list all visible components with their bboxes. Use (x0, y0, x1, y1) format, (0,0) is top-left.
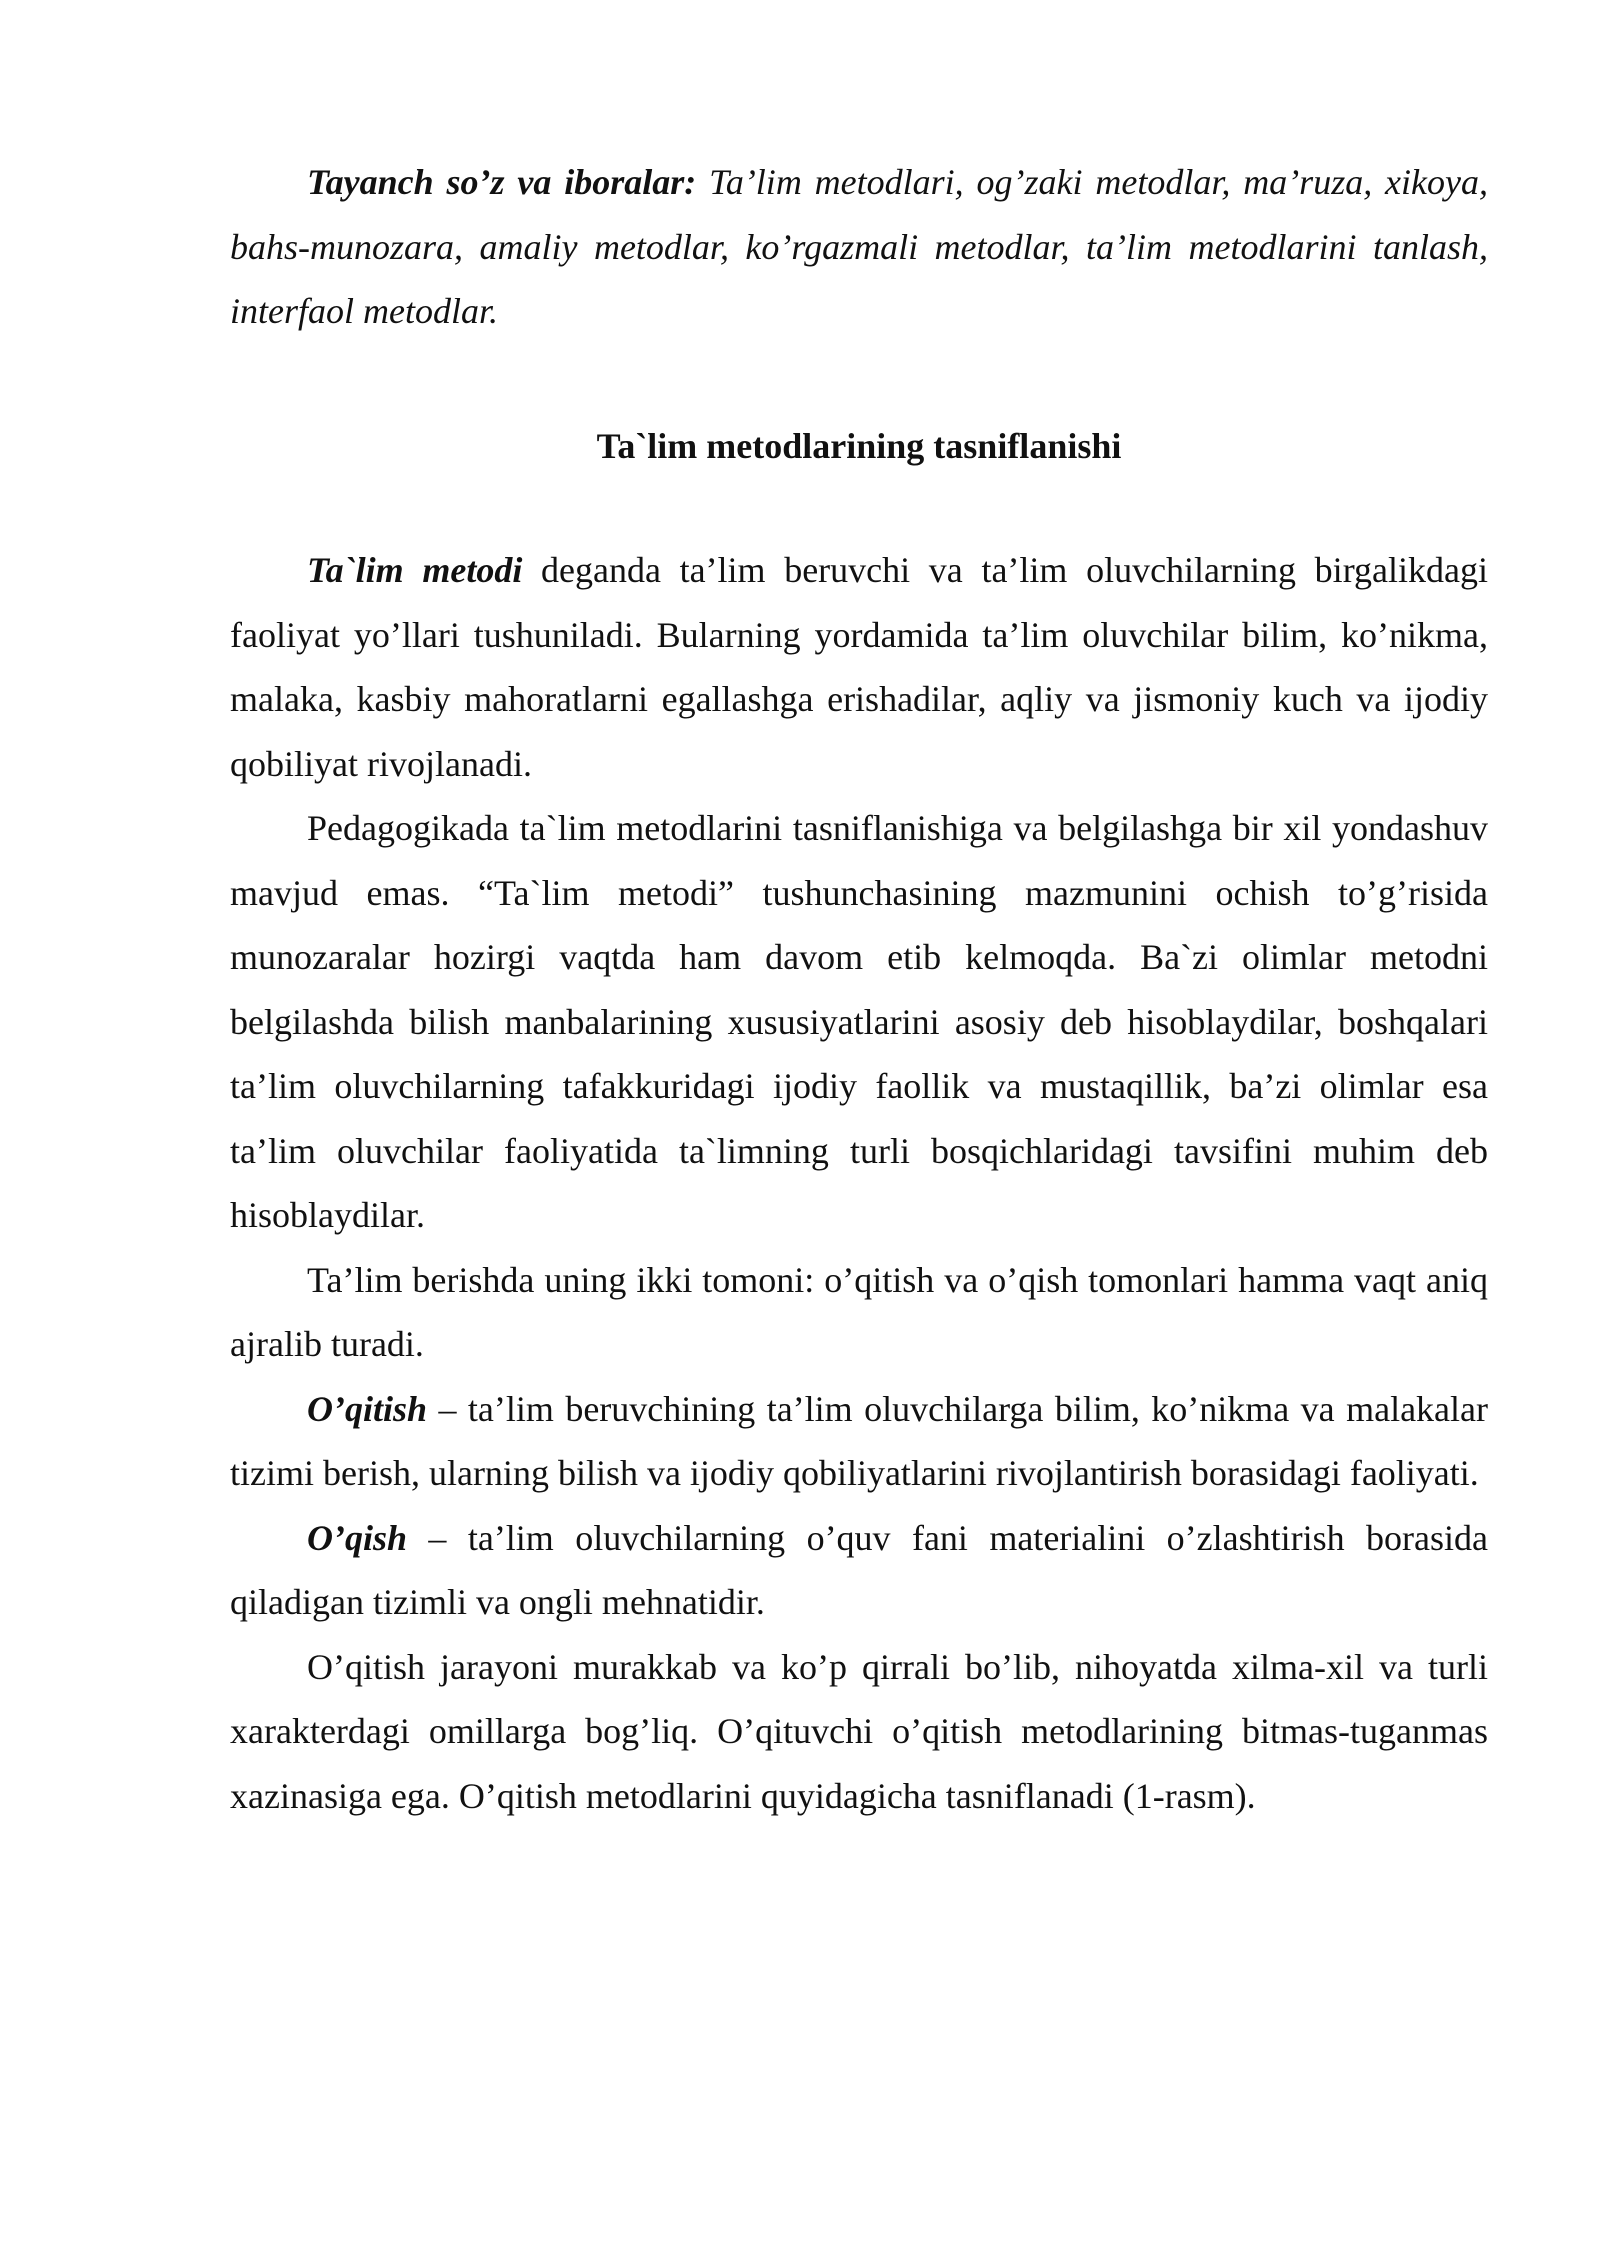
term-talim-metodi: Ta`lim metodi (307, 550, 523, 590)
section-heading: Ta`lim metodlarining tasniflanishi (596, 425, 1122, 466)
paragraph-definition-method (230, 538, 1488, 796)
paragraph-definition-learning (230, 1506, 1488, 1635)
paragraph-definition-teaching (230, 1377, 1488, 1506)
paragraph-classification: Pedagogikada ta`lim metodlarini tasniflanishiga va belgilashga bir xil yondashuv mavjud emas. “Ta`lim metodi” tushunchasining mazmunini ochish to’g’risida munozaralar hozirgi vaqtda ham davom etib kelmoqda. Ba`zi olimlar metodni belgilashda bilish manbalarining xususiyatlarini asosiy deb hisoblaydilar, boshqalari ta’lim oluvchilarning tafakkuridagi ijodiy faollik va mustaqillik, ba’zi olimlar esa ta’lim oluvchilar faoliyatida ta`limning turli bosqichlaridagi tavsifini muhim deb hisoblaydilar. (230, 808, 1488, 1235)
term-oqitish: O’qitish (307, 1388, 428, 1429)
keywords-text: Ta’lim metodlari, og’zaki metodlar, ma’ruza, xikoya, bahs-munozara, amaliy metodlar, ko’rgazmali metodlar, ta’lim metodlarini tanlash, interfaol metodlar. (230, 162, 1488, 331)
spacer (230, 478, 1488, 538)
document-page (230, 150, 1488, 1828)
term-oqish: O’qish (307, 1517, 408, 1558)
paragraph-two-sides: Ta’lim berishda uning ikki tomoni: o’qitish va o’qish tomonlari hamma vaqt aniq ajralib turadi. (230, 1259, 1488, 1364)
paragraph-teaching-process: O’qitish jarayoni murakkab va ko’p qirrali bo’lib, nihoyatda xilma-xil va turli xarakterdagi omillarga bog’liq. O’qituvchi o’qitish metodlarining bitmas-tuganmas xazinasiga ega. O’qitish metodlarini quyidagicha tasniflanadi (1-rasm). (230, 1646, 1488, 1816)
spacer (230, 344, 1488, 414)
paragraph-text: deganda ta’lim beruvchi va ta’lim oluvchilarning birgalikdagi faoliyat yo’llari tushuniladi. Bularning yordamida ta’lim oluvchilar bilim, ko’nikma, malaka, kasbiy mahoratlarni egallashga erishadilar, aqliy va jismoniy kuch va ijodiy qobiliyat rivojlanadi. (230, 550, 1488, 784)
paragraph-text: – ta’lim oluvchilarning o’quv fani materialini o’zlashtirish borasida qiladigan tizimli va ongli mehnatidir. (230, 1517, 1488, 1622)
keywords-paragraph (230, 150, 1488, 344)
keywords-label: Tayanch so’z va iboralar: (307, 162, 697, 202)
paragraph-text: – ta’lim beruvchining ta’lim oluvchilarga bilim, ko’nikma va malakalar tizimi berish, ularning bilish va ijodiy qobiliyatlarini rivojlantirish borasidagi faoliyati. (230, 1388, 1488, 1493)
